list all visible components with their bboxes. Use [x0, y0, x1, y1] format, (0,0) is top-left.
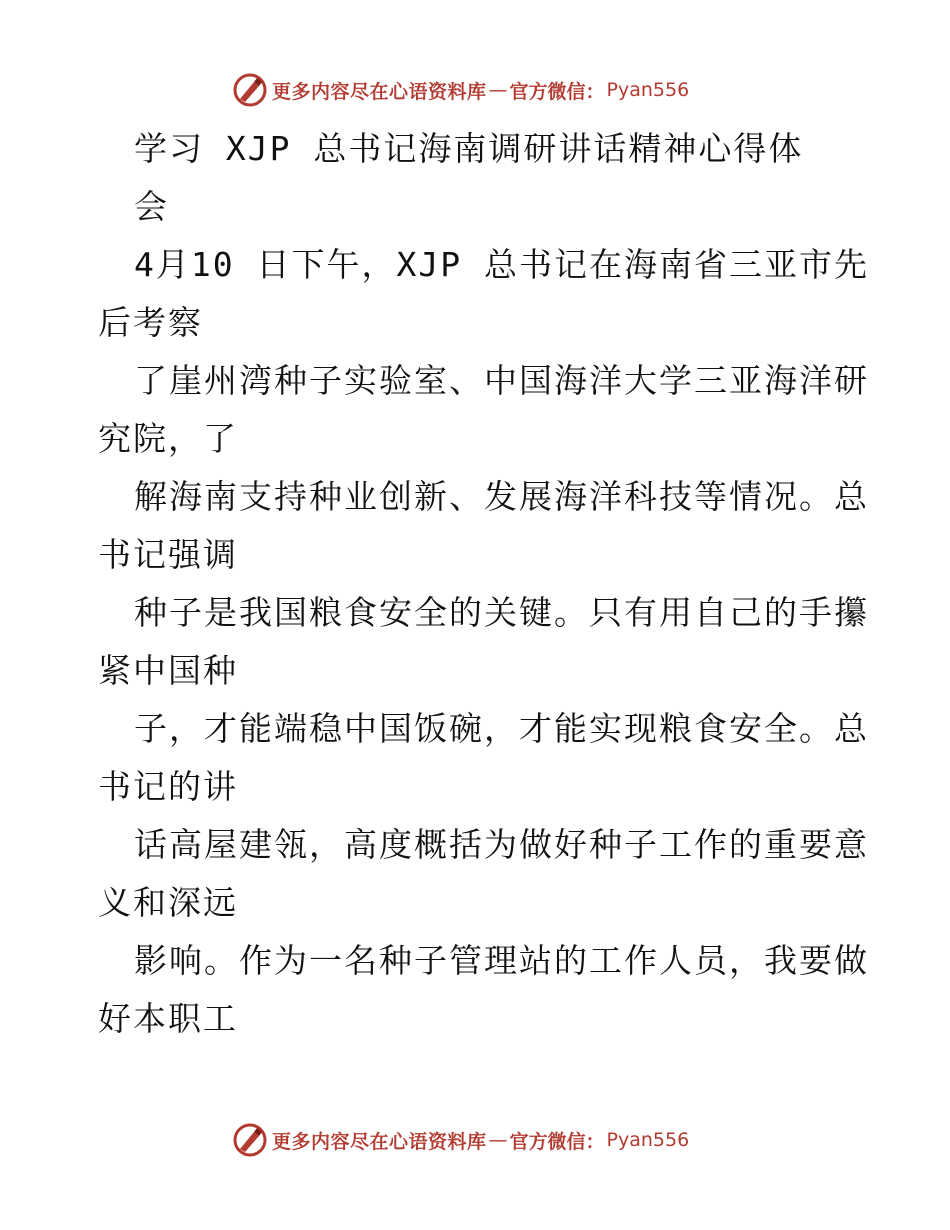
doc-line: 义和深远 [98, 883, 238, 922]
doc-line: 紧中国种 [98, 651, 238, 690]
pen-logo-icon [232, 1122, 268, 1158]
doc-line: 书记强调 [98, 535, 238, 574]
doc-line: 影响。作为一名种子管理站的工作人员，我要做 [134, 941, 869, 980]
doc-line: 究院，了 [98, 419, 238, 458]
doc-line: 书记的讲 [98, 767, 238, 806]
doc-line: 好本职工 [98, 999, 238, 1038]
footer-banner [232, 1122, 689, 1158]
doc-line: 学习 XJP 总书记海南调研讲话精神心得体 [134, 129, 804, 168]
header-banner [232, 72, 689, 108]
doc-line: 解海南支持种业创新、发展海洋科技等情况。总 [134, 477, 869, 516]
doc-line: 4月10 日下午，XJP 总书记在海南省三亚市先 [134, 245, 869, 284]
doc-line: 种子是我国粮食安全的关键。只有用自己的手攥 [134, 593, 869, 632]
banner-slogan: 更多内容尽在心语资料库 [272, 80, 487, 103]
banner-wechat-id: Pyan556 [606, 1129, 690, 1151]
banner-wechat-label: 官方微信： [509, 80, 605, 103]
doc-line: 了崖州湾种子实验室、中国海洋大学三亚海洋研 [134, 361, 869, 400]
pen-logo-icon [232, 72, 268, 108]
document-body [98, 120, 869, 1048]
doc-line: 话高屋建瓴，高度概括为做好种子工作的重要意 [134, 825, 869, 864]
doc-line: 子，才能端稳中国饭碗，才能实现粮食安全。总 [134, 709, 869, 748]
banner-separator: — [488, 79, 508, 101]
banner-wechat-label: 官方微信： [509, 1130, 605, 1153]
banner-wechat-id: Pyan556 [606, 79, 690, 101]
doc-line: 会 [134, 187, 169, 226]
banner-separator: — [488, 1129, 508, 1151]
banner-slogan: 更多内容尽在心语资料库 [272, 1130, 487, 1153]
doc-line: 后考察 [98, 303, 203, 342]
